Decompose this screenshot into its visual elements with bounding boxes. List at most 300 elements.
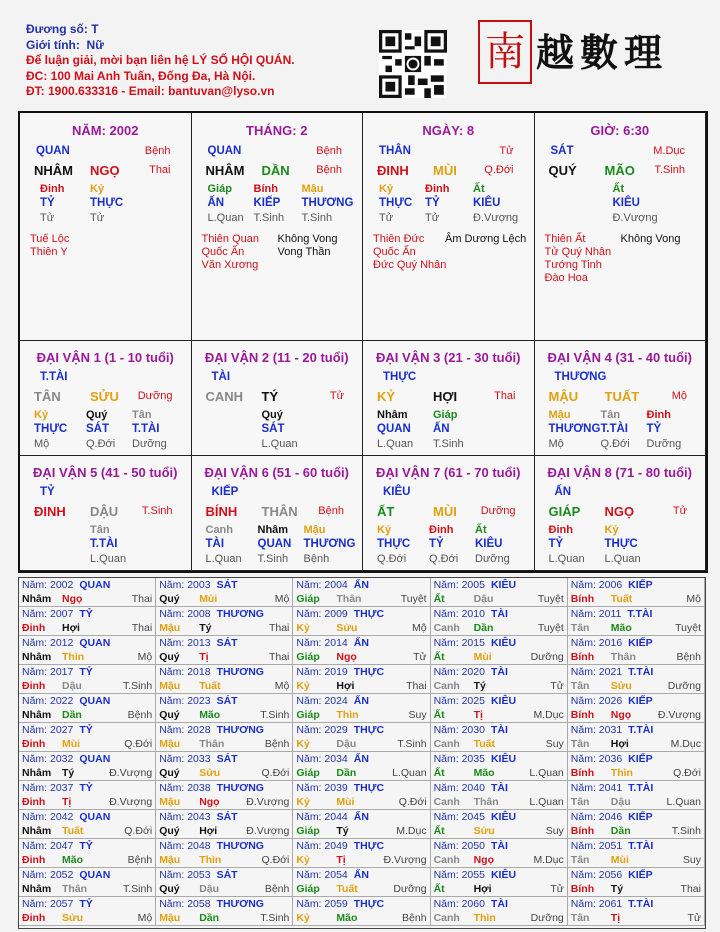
year-branch: Dần [336, 767, 357, 779]
earthly-branch: DẦN [261, 163, 290, 178]
ten-god: TỶ [79, 898, 93, 910]
hidden-god: TỶ [429, 538, 444, 550]
ten-god: KIÊU [490, 695, 517, 707]
hidden-phase: T.Sinh [257, 553, 289, 565]
year-stem: Canh [433, 680, 460, 692]
ten-god: TỶ [79, 782, 93, 794]
year-header [571, 724, 653, 736]
hidden-god: KIÊU [473, 197, 501, 209]
year-header [22, 608, 93, 620]
year-phase: Suy [682, 854, 701, 866]
year-stem: Đinh [22, 796, 46, 808]
heavenly-stem: ĐINH [34, 504, 66, 519]
year-phase: Dưỡng [530, 912, 564, 924]
year-branch: Sửu [199, 767, 221, 779]
luu-nien-cell [19, 897, 156, 926]
year-stem: Bính [570, 825, 595, 837]
star: Không Vong [277, 233, 338, 245]
contact-line: Để luận giải, mời bạn liên hệ LÝ SỐ HỘI QUÁN. [26, 53, 295, 67]
dai-van-cell [535, 341, 707, 456]
year-phase: Q.Đới [673, 767, 701, 779]
year-branch: Tuất [473, 738, 495, 750]
dai-van-title: ĐẠI VẬN 3 (21 - 30 tuổi) [376, 350, 521, 365]
luu-nien-cell [568, 665, 705, 694]
star: Văn Xương [201, 259, 259, 271]
year-header [159, 811, 237, 823]
luu-nien-cell [431, 578, 568, 607]
year-branch: Tị [473, 709, 483, 721]
ten-god: QUAN [79, 753, 111, 765]
earthly-branch: TÝ [261, 389, 279, 404]
year-label: Năm: 2032 [22, 753, 74, 765]
year-stem: Quý [159, 593, 180, 605]
year-header [22, 724, 93, 736]
ten-god: ẤN [353, 579, 369, 591]
year-branch: Tị [62, 796, 72, 808]
dai-van-cell [363, 341, 535, 456]
year-phase: Tử [413, 651, 427, 663]
ten-god: THÂN [379, 145, 411, 157]
heavenly-stem: ẤT [377, 504, 395, 519]
hidden-stem: Ất [473, 183, 485, 195]
year-label: Năm: 2031 [570, 724, 623, 736]
hidden-god: KIÊU [612, 197, 640, 209]
year-label: Năm: 2033 [159, 753, 211, 765]
year-stem: Canh [433, 912, 460, 924]
ten-god: KIÊU [490, 869, 517, 881]
phase: Thai [494, 390, 516, 402]
year-phase: Đ.Vượng [657, 709, 701, 721]
year-stem: Quý [159, 651, 180, 663]
year-phase: Suy [408, 709, 427, 721]
luu-nien-cell [568, 810, 705, 839]
year-stem: Đinh [22, 912, 46, 924]
dai-van-cell [535, 456, 707, 571]
year-stem: Giáp [296, 767, 320, 779]
luu-nien-cell [293, 665, 430, 694]
year-phase: Thai [406, 680, 427, 692]
luu-nien-cell [293, 839, 430, 868]
luu-nien-cell [19, 607, 156, 636]
year-phase: Mộ [686, 593, 701, 605]
luu-nien-cell [431, 839, 568, 868]
hidden-god: T.TÀI [600, 423, 628, 435]
luu-nien-cell [156, 636, 293, 665]
year-label: Năm: 2028 [159, 724, 211, 736]
luu-nien-cell [156, 839, 293, 868]
hidden-god: TỶ [40, 197, 55, 209]
year-branch: Mùi [610, 854, 629, 866]
hidden-stem: Đinh [646, 409, 671, 421]
hidden-stem: Mậu [301, 183, 324, 195]
year-header [296, 666, 384, 678]
year-phase: T.Sinh [260, 912, 290, 924]
year-phase: Tuyệt [537, 593, 564, 605]
gender-line: Giới tính: Nữ [26, 37, 104, 52]
year-phase: Tuyệt [675, 622, 701, 634]
year-label: Năm: 2025 [433, 695, 485, 707]
year-branch: Tuất [336, 883, 358, 895]
year-branch: Hợi [62, 622, 80, 634]
hidden-stem: Nhâm [257, 524, 289, 536]
year-header [159, 724, 264, 736]
hidden-phase: T.Sinh [301, 212, 333, 224]
hidden-stem: Tân [132, 409, 152, 421]
ten-god: T.TÀI [628, 840, 654, 852]
year-branch: Mùi [336, 796, 355, 808]
hidden-stem: Giáp [433, 409, 458, 421]
luu-nien-cell [19, 781, 156, 810]
year-header [296, 782, 384, 794]
ten-god: TÀI [211, 371, 231, 383]
heavenly-stem: MẬU [548, 389, 579, 404]
year-stem: Kỷ [296, 854, 310, 866]
luu-nien-cell [19, 665, 156, 694]
luu-nien-cell [431, 752, 568, 781]
hidden-phase: Mộ [34, 438, 50, 450]
year-branch: Sửu [62, 912, 84, 924]
year-label: Năm: 2041 [570, 782, 623, 794]
hidden-stem: Quý [86, 409, 108, 421]
phase: Mộ [671, 390, 687, 402]
year-header [296, 724, 384, 736]
ten-god: T.TÀI [628, 782, 654, 794]
year-branch: Tuất [62, 825, 84, 837]
star: Thiên Y [30, 246, 68, 258]
year-header [434, 753, 516, 765]
year-label: Năm: 2026 [570, 695, 623, 707]
year-stem: Kỷ [296, 680, 310, 692]
star: Quốc Ấn [373, 246, 416, 258]
hidden-stem: Kỷ [377, 524, 392, 536]
pillar-title: GIỜ: 6:30 [590, 123, 650, 138]
year-phase: Đ.Vượng [109, 767, 153, 779]
ten-god: SÁT [550, 145, 574, 157]
ten-god: THỰC [353, 782, 385, 794]
hidden-phase: Q.Đới [600, 438, 630, 450]
luu-nien-cell [568, 723, 705, 752]
ten-god: ẤN [353, 637, 369, 649]
year-header [434, 898, 508, 910]
year-header [22, 811, 110, 823]
year-branch: Dần [610, 825, 631, 837]
year-branch: Hợi [199, 825, 218, 837]
ten-god: THƯƠNG [216, 608, 264, 620]
year-header [296, 637, 369, 649]
luu-nien-cell [568, 839, 705, 868]
year-stem: Ất [433, 651, 445, 663]
year-label: Năm: 2004 [296, 579, 348, 591]
year-label: Năm: 2055 [433, 869, 485, 881]
ten-god: QUAN [207, 145, 242, 157]
ten-god: ẤN [353, 811, 369, 823]
hidden-god: THỰC [604, 538, 638, 550]
dai-van-cell [363, 456, 535, 571]
luu-nien-cell [19, 868, 156, 897]
year-label: Năm: 2047 [22, 840, 74, 852]
year-label: Năm: 2013 [159, 637, 211, 649]
year-stem: Đinh [22, 622, 46, 634]
year-label: Năm: 2061 [570, 898, 623, 910]
phase: Tử [329, 390, 344, 402]
year-branch: Ngọ [610, 709, 632, 721]
year-header [571, 579, 653, 591]
ten-god: KIẾP [211, 486, 239, 498]
year-label: Năm: 2014 [296, 637, 348, 649]
ten-god: TỶ [79, 724, 93, 736]
pillar-title: NĂM: 2002 [72, 123, 139, 138]
year-phase: T.Sinh [397, 738, 427, 750]
star: Đức Quý Nhân [373, 259, 447, 271]
year-stem: Tân [570, 680, 590, 692]
year-label: Năm: 2048 [159, 840, 211, 852]
year-phase: Bệnh [127, 854, 153, 866]
year-phase: Thai [268, 651, 290, 663]
year-branch: Mùi [62, 738, 81, 750]
year-phase: Tử [550, 883, 564, 895]
ten-god: QUAN [79, 811, 111, 823]
year-header [434, 811, 516, 823]
ten-god: SÁT [216, 579, 238, 591]
year-branch: Mão [199, 709, 221, 721]
dai-van-cell [20, 456, 192, 571]
phase: Dưỡng [137, 390, 173, 402]
year-stem: Quý [159, 767, 180, 779]
luu-nien-cell [568, 607, 705, 636]
address-line: ĐC: 100 Mai Anh Tuấn, Đống Đa, Hà Nội. [26, 68, 256, 83]
year-header [296, 579, 369, 591]
phase: Bệnh [316, 164, 342, 176]
year-label: Năm: 2045 [433, 811, 485, 823]
year-label: Năm: 2034 [296, 753, 348, 765]
year-branch: Sửu [610, 680, 632, 692]
year-label: Năm: 2011 [570, 608, 622, 620]
ten-god: THỰC [353, 898, 385, 910]
tu-tru-chart [18, 111, 708, 573]
dai-van-title: ĐẠI VẬN 4 (31 - 40 tuổi) [547, 350, 692, 365]
year-branch: Tị [610, 912, 621, 924]
year-header [22, 695, 110, 707]
star: Thiên Ất [544, 233, 586, 245]
year-stem: Mậu [159, 622, 181, 634]
hidden-god: TỶ [646, 423, 662, 435]
ten-god: THƯƠNG [216, 840, 264, 852]
year-phase: M.Dục [670, 738, 701, 750]
year-label: Năm: 2007 [22, 608, 74, 620]
luu-nien-cell [156, 752, 293, 781]
year-label: Năm: 2035 [433, 753, 485, 765]
year-header [434, 869, 516, 881]
year-header [571, 811, 653, 823]
year-phase: Tuyệt [400, 593, 427, 605]
year-branch: Ngọ [473, 854, 495, 866]
ten-god: THỰC [353, 840, 385, 852]
luu-nien-cell [431, 810, 568, 839]
year-label: Năm: 2021 [570, 666, 623, 678]
year-label: Năm: 2036 [570, 753, 623, 765]
year-header [571, 840, 653, 852]
year-phase: Đ.Vượng [109, 796, 153, 808]
year-branch: Tý [199, 622, 212, 634]
hidden-stem: Đinh [429, 524, 454, 536]
year-phase: Đ.Vượng [246, 825, 290, 837]
pillar-title: NGÀY: 8 [422, 123, 475, 138]
hidden-god: TÀI [205, 538, 225, 550]
year-branch: Dậu [62, 680, 82, 692]
year-stem: Ất [433, 709, 445, 721]
heavenly-stem: CANH [205, 389, 244, 404]
luu-nien-cell [19, 723, 156, 752]
hidden-phase: Dưỡng [646, 438, 682, 450]
year-header [434, 695, 516, 707]
hidden-god: T.TÀI [132, 423, 160, 435]
luu-nien-cell [431, 694, 568, 723]
hidden-god: ẤN [433, 423, 450, 435]
year-phase: Thai [131, 593, 153, 605]
year-label: Năm: 2039 [296, 782, 348, 794]
year-label: Năm: 2054 [296, 869, 348, 881]
earthly-branch: NGỌ [90, 163, 120, 178]
luu-nien-cell [19, 810, 156, 839]
year-header [296, 753, 369, 765]
earthly-branch: THÂN [261, 504, 298, 519]
year-label: Năm: 2006 [570, 579, 623, 591]
dai-van-title: ĐẠI VẬN 8 (71 - 80 tuổi) [547, 465, 692, 480]
luu-nien-cell [568, 868, 705, 897]
heavenly-stem: NHÂM [34, 163, 73, 178]
year-stem: Bính [570, 883, 595, 895]
year-header [22, 898, 93, 910]
ten-god: T.TÀI [628, 666, 654, 678]
year-branch: Hợi [336, 680, 355, 692]
luu-nien-cell [568, 694, 705, 723]
year-phase: T.Sinh [671, 825, 701, 837]
hidden-stem: Quý [261, 409, 283, 421]
hidden-phase: Q.Đới [377, 553, 407, 565]
year-branch: Mão [336, 912, 358, 924]
year-header [434, 637, 516, 649]
phase: T.Sinh [141, 505, 173, 517]
year-branch: Ngọ [199, 796, 220, 808]
earthly-branch: SỬU [90, 389, 119, 404]
year-phase: Bệnh [264, 883, 290, 895]
star: Đào Hoa [544, 272, 588, 284]
ten-god: THỰC [353, 666, 385, 678]
star: Vong Thần [277, 246, 331, 258]
year-header [571, 608, 653, 620]
hidden-god: THỰC [90, 197, 124, 209]
year-stem: Giáp [296, 825, 320, 837]
status: M.Dục [653, 145, 685, 157]
year-phase: Thai [131, 622, 153, 634]
hidden-phase: L.Quan [261, 438, 298, 450]
ten-god: KIẾP [628, 811, 653, 823]
year-phase: Mộ [274, 680, 290, 692]
year-header [159, 666, 264, 678]
year-header [571, 695, 653, 707]
status: Bệnh [144, 145, 171, 157]
year-phase: Q.Đới [398, 796, 427, 808]
year-stem: Đinh [22, 854, 46, 866]
luu-nien-cell [156, 578, 293, 607]
year-header [571, 898, 653, 910]
ten-god: TỶ [79, 666, 93, 678]
luu-nien-cell [568, 897, 705, 926]
dai-van-title: ĐẠI VẬN 7 (61 - 70 tuổi) [376, 465, 521, 480]
brand-title: 越數理 [536, 30, 669, 75]
year-label: Năm: 2050 [433, 840, 485, 852]
pillar-title: THÁNG: 2 [246, 123, 308, 138]
year-label: Năm: 2009 [296, 608, 348, 620]
year-phase: Bệnh [264, 738, 290, 750]
year-phase: Thai [268, 622, 290, 634]
ten-god: QUAN [79, 869, 111, 881]
year-stem: Bính [570, 767, 595, 779]
heavenly-stem: TÂN [34, 389, 61, 404]
year-stem: Đinh [22, 738, 46, 750]
hidden-stem: Mậu [303, 524, 326, 536]
phase: Q.Đới [484, 164, 514, 176]
year-stem: Kỷ [296, 738, 310, 750]
year-header [22, 840, 93, 852]
year-phase: L.Quan [529, 796, 564, 808]
year-branch: Dần [199, 912, 220, 924]
year-label: Năm: 2052 [22, 869, 74, 881]
hidden-god: THỰC [34, 423, 68, 435]
hidden-phase: Tử [425, 212, 440, 224]
year-label: Năm: 2042 [22, 811, 74, 823]
year-header [22, 869, 110, 881]
year-phase: T.Sinh [260, 709, 290, 721]
star: Tử Quý Nhân [544, 246, 612, 258]
pillar-cell [20, 113, 192, 341]
ten-god: KIÊU [490, 811, 517, 823]
hidden-stem: Nhâm [377, 409, 408, 421]
ten-god: ẤN [554, 486, 572, 498]
phone-email-line: ĐT: 1900.633316 - Email: bantuvan@lyso.vn [26, 84, 275, 98]
year-phase: Q.Đới [124, 738, 153, 750]
hidden-god: TỶ [548, 538, 564, 550]
hidden-god: T.TÀI [90, 538, 118, 550]
year-branch: Tý [62, 767, 75, 779]
hidden-phase: L.Quan [90, 553, 127, 565]
hidden-god: TỶ [425, 197, 440, 209]
ten-god: SÁT [216, 753, 238, 765]
year-branch: Mão [62, 854, 83, 866]
luu-nien-cell [19, 839, 156, 868]
year-header [22, 782, 93, 794]
year-header [434, 608, 508, 620]
hidden-stem: Giáp [207, 183, 232, 195]
year-label: Năm: 2060 [433, 898, 485, 910]
year-header [296, 840, 384, 852]
earthly-branch: MÙI [433, 504, 457, 519]
year-label: Năm: 2046 [570, 811, 623, 823]
year-branch: Mùi [473, 651, 492, 663]
hidden-phase: T.Sinh [433, 438, 464, 450]
dai-van-title: ĐẠI VẬN 6 (51 - 60 tuổi) [204, 465, 349, 480]
year-label: Năm: 2040 [433, 782, 485, 794]
year-label: Năm: 2058 [159, 898, 211, 910]
phase: Tử [672, 505, 687, 517]
year-phase: Mộ [274, 593, 290, 605]
luu-nien-cell [293, 868, 430, 897]
hidden-stem: Canh [205, 524, 233, 536]
year-phase: Đ.Vượng [246, 796, 290, 808]
hidden-stem: Đinh [548, 524, 573, 536]
ten-god: THƯƠNG [216, 666, 264, 678]
ten-god: KIẾP [628, 869, 653, 881]
